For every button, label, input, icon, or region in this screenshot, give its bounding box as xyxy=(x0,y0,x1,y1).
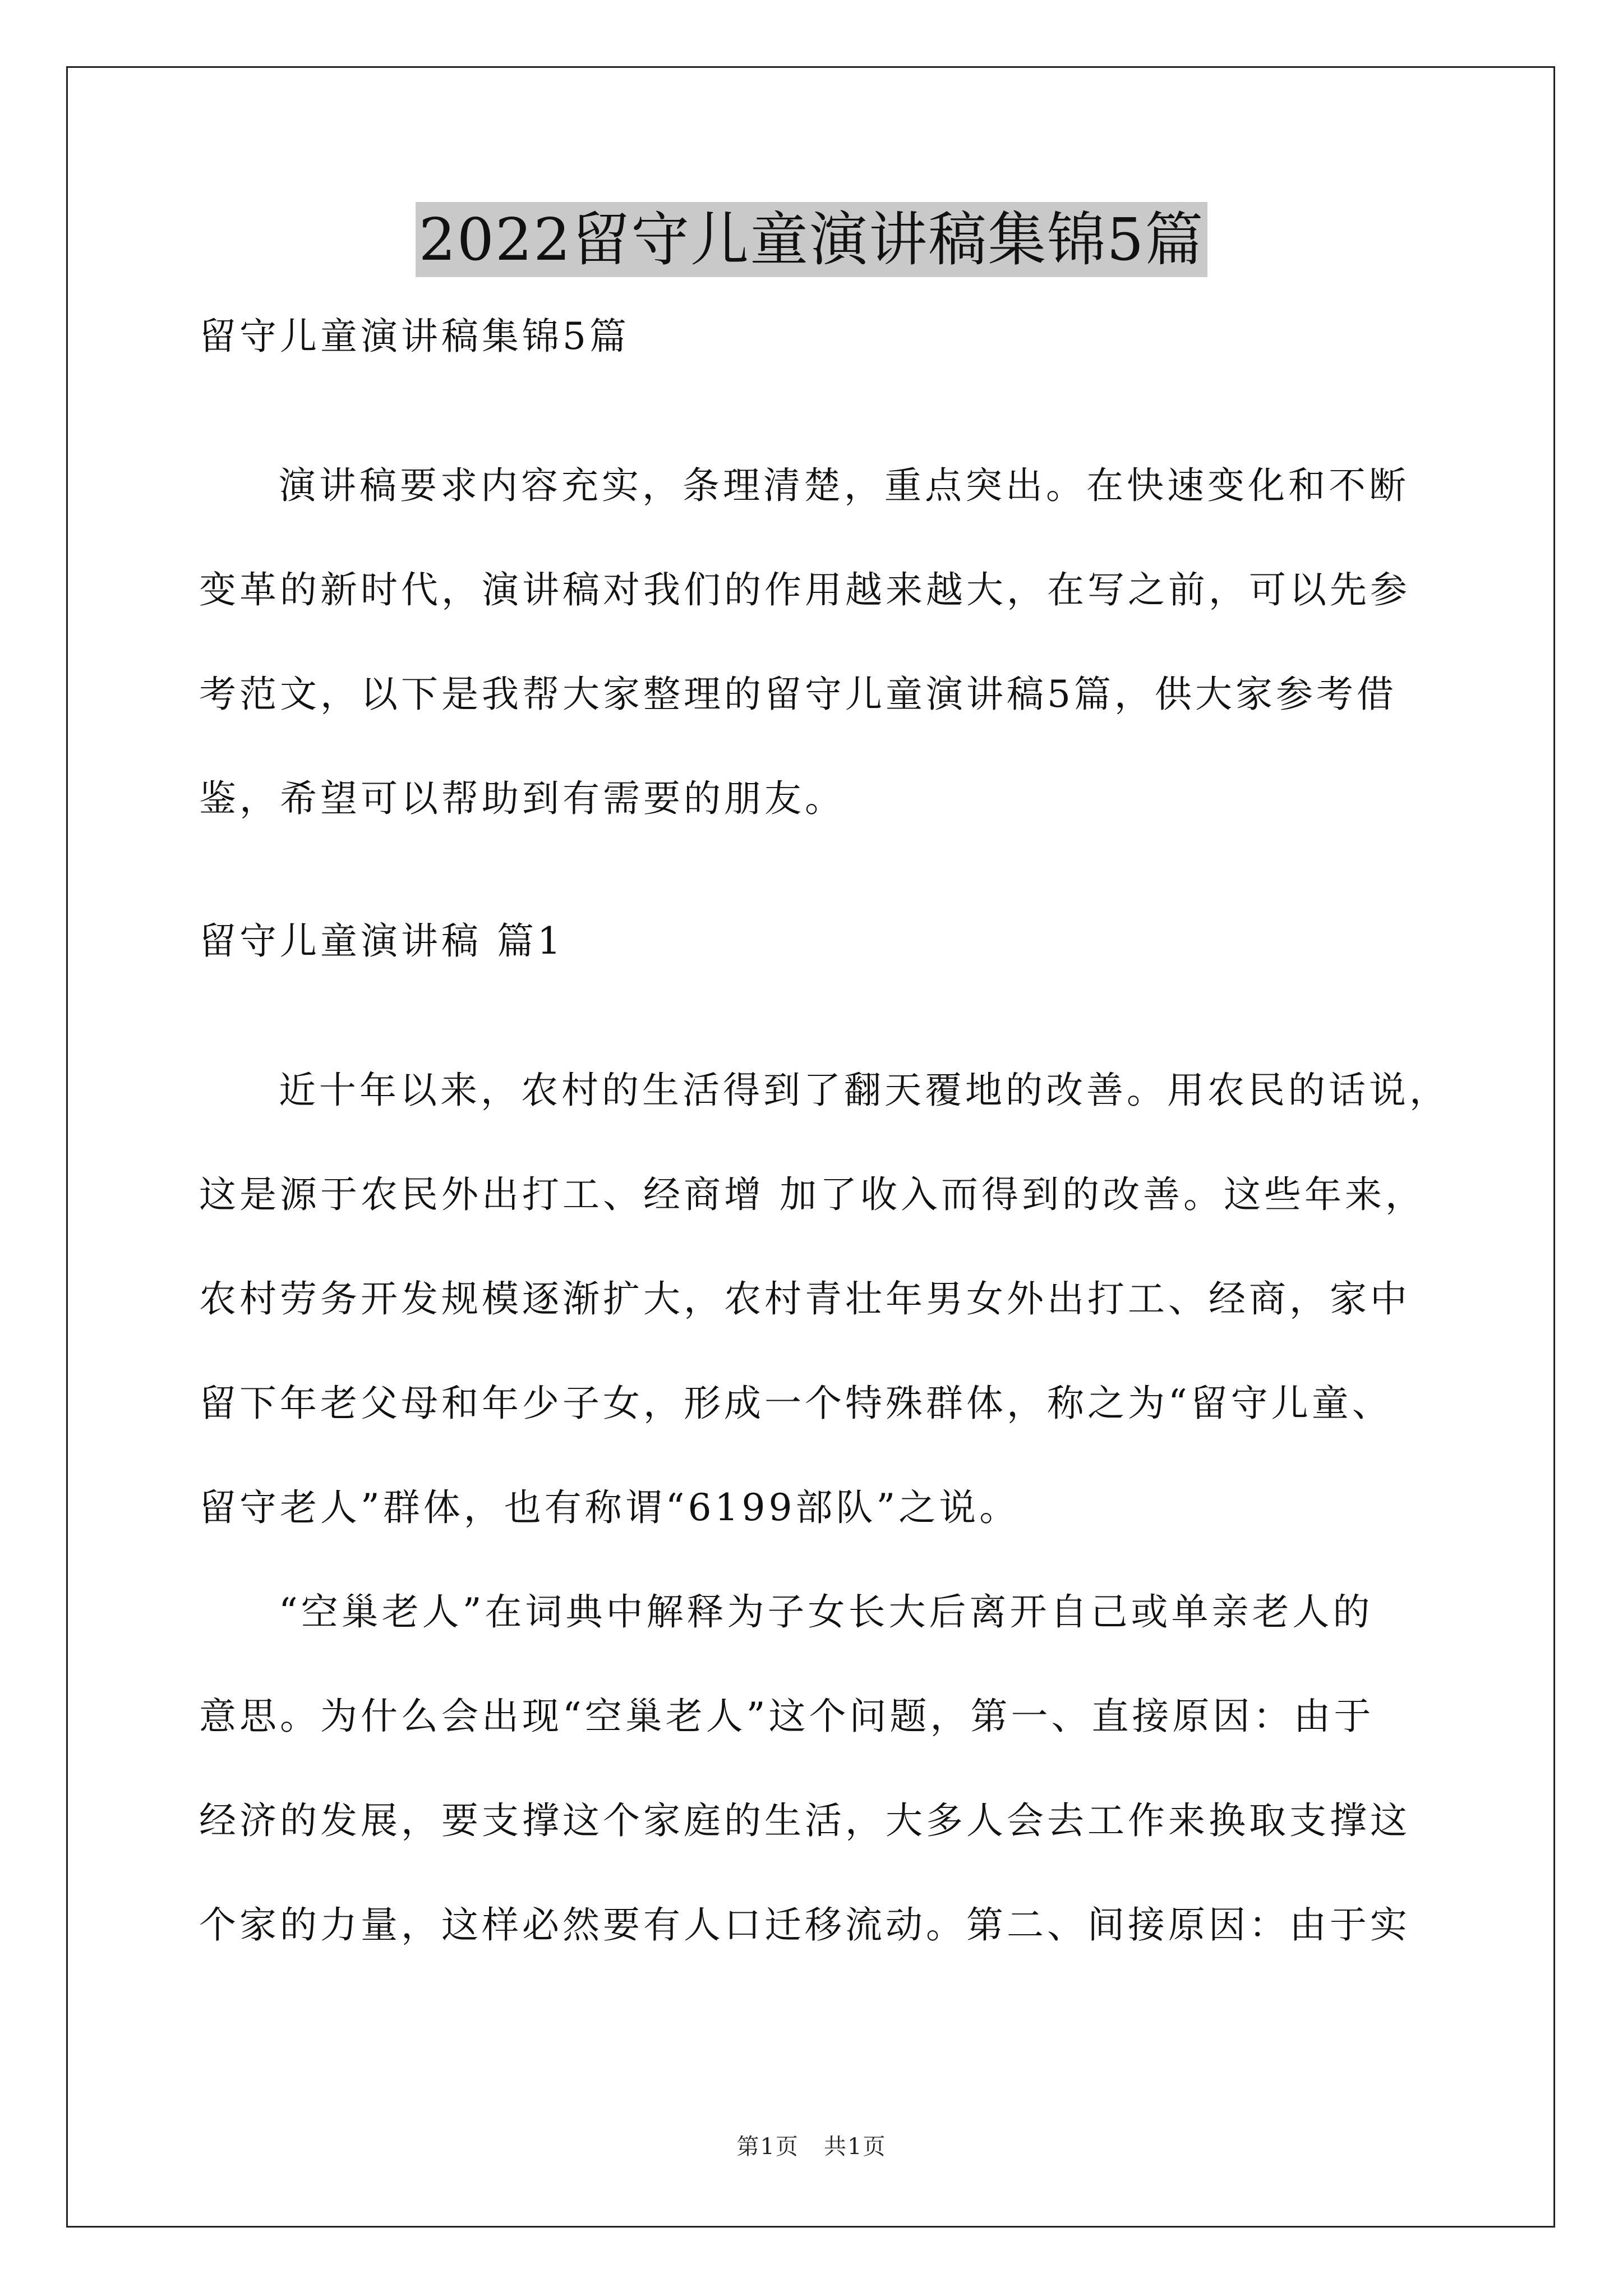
paragraph-line: 近十年以来，农村的生活得到了翻天覆地的改善。用农民的话说， xyxy=(279,1069,1450,1112)
title-area xyxy=(0,202,1623,277)
paragraph-line: 意思。为什么会出现“空巢老人”这个问题，第一、直接原因：由于 xyxy=(199,1695,1375,1738)
paragraph-line: 农村劳务开发规模逐渐扩大，农村青壮年男女外出打工、经商，家中 xyxy=(199,1277,1410,1320)
intro-paragraph xyxy=(199,459,1433,876)
paragraph-line: 留下年老父母和年少子女，形成一个特殊群体，称之为“留守儿童、 xyxy=(199,1382,1393,1425)
document-subtitle: 留守儿童演讲稿集锦5篇 xyxy=(199,315,630,358)
paragraph-line: “空巢老人”在词典中解释为子女长大后离开自己或单亲老人的 xyxy=(279,1590,1373,1634)
section-heading: 留守儿童演讲稿 篇1 xyxy=(199,919,564,963)
subtitle-block xyxy=(199,310,1433,414)
paragraph-line: 这是源于农民外出打工、经商增 加了收入而得到的改善。这些年来， xyxy=(199,1173,1426,1216)
paragraph-line: 个家的力量，这样必然要有人口迁移流动。第二、间接原因：由于实 xyxy=(199,1903,1410,1947)
intro-line: 演讲稿要求内容充实，条理清楚，重点突出。在快速变化和不断 xyxy=(279,464,1409,507)
paragraph-line: 留守老人”群体，也有称谓“6199部队”之说。 xyxy=(199,1486,1020,1529)
paragraph-1 xyxy=(199,1064,1450,1585)
paragraph-2 xyxy=(199,1585,1433,2003)
intro-line: 鉴，希望可以帮助到有需要的朋友。 xyxy=(199,777,845,820)
intro-line: 考范文，以下是我帮大家整理的留守儿童演讲稿5篇，供大家参考借 xyxy=(199,673,1397,716)
page-footer xyxy=(0,2129,1623,2161)
page-number: 第1页 共1页 xyxy=(736,2134,887,2160)
paragraph-line: 经济的发展，要支撑这个家庭的生活，大多人会去工作来换取支撑这 xyxy=(199,1799,1410,1842)
section-heading-block xyxy=(199,914,1433,1019)
intro-line: 变革的新时代，演讲稿对我们的作用越来越大，在写之前，可以先参 xyxy=(199,568,1410,611)
document-title: 2022留守儿童演讲稿集锦5篇 xyxy=(416,202,1208,277)
